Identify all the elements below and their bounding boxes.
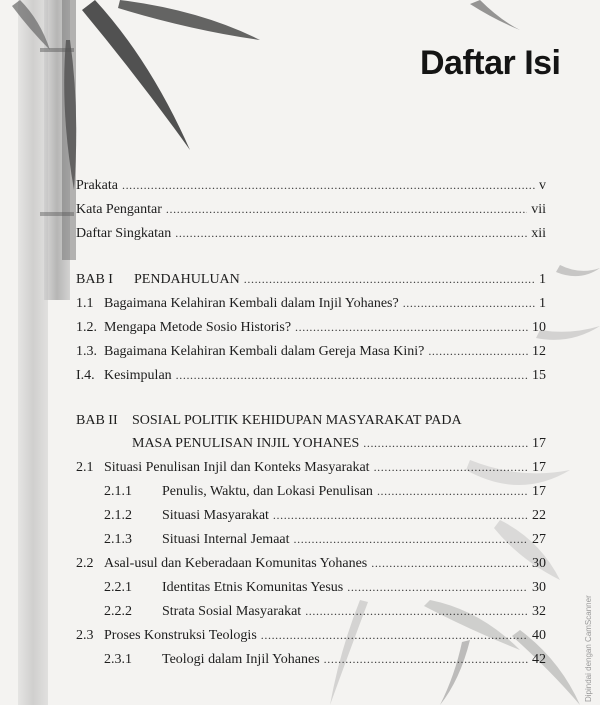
toc-chapter-bab-2-line2 (132, 434, 546, 453)
subsection-title: Situasi Masyarakat (162, 508, 269, 523)
section-title: Situasi Penulisan Injil dan Konteks Masyarakat (104, 460, 370, 475)
section-title: Bagaimana Kelahiran Kembali dalam Gereja Masa Kini? (104, 344, 425, 359)
chapter-number: BAB I (76, 272, 113, 287)
toc-page: 30 (532, 556, 546, 571)
section-title: Kesimpulan (104, 368, 172, 383)
toc-page: 10 (532, 320, 546, 335)
toc-page: 1 (539, 272, 546, 287)
toc-page: 12 (532, 344, 546, 359)
subsection-number: 2.3.1 (104, 652, 132, 667)
chapter-title-continued: MASA PENULISAN INJIL YOHANES (132, 436, 360, 451)
section-title: Mengapa Metode Sosio Historis? (104, 320, 292, 335)
section-title: Proses Konstruksi Teologis (104, 628, 257, 643)
chapter-title: SOSIAL POLITIK KEHIDUPAN MASYARAKAT PADA (132, 413, 462, 428)
section-number: 2.2 (76, 556, 94, 571)
toc-page: 42 (532, 652, 546, 667)
toc-section-2-2 (76, 554, 546, 573)
toc-subsection-2-1-2 (104, 506, 546, 525)
subsection-title: Identitas Etnis Komunitas Yesus (162, 580, 344, 595)
toc-entry-kata-pengantar (76, 200, 546, 219)
toc-section-2-1 (76, 458, 546, 477)
toc-subsection-2-2-2 (104, 602, 546, 621)
toc-page: 15 (532, 368, 546, 383)
toc-page: 22 (532, 508, 546, 523)
toc-chapter-bab-1 (76, 270, 546, 289)
toc-section-2-3 (76, 626, 546, 645)
toc-label: Kata Pengantar (76, 202, 162, 217)
chapter-number: BAB II (76, 413, 118, 428)
subsection-number: 2.1.3 (104, 532, 132, 547)
subsection-number: 2.1.2 (104, 508, 132, 523)
toc-page: v (539, 178, 546, 193)
section-title: Asal-usul dan Keberadaan Komunitas Yohanes (104, 556, 368, 571)
toc-page: 17 (532, 460, 546, 475)
toc-chapter-bab-2-line1 (76, 412, 462, 430)
toc-subsection-2-1-1 (104, 482, 546, 501)
toc-page: 17 (532, 436, 546, 451)
toc-page: 40 (532, 628, 546, 643)
section-number: 2.1 (76, 460, 94, 475)
subsection-number: 2.2.1 (104, 580, 132, 595)
toc-label: Daftar Singkatan (76, 226, 172, 241)
subsection-title: Teologi dalam Injil Yohanes (162, 652, 320, 667)
scanner-watermark: Dipindai dengan CamScanner (584, 595, 593, 702)
toc-page: 30 (532, 580, 546, 595)
toc-page: 32 (532, 604, 546, 619)
section-number: I.4. (76, 368, 95, 383)
toc-page: 17 (532, 484, 546, 499)
toc-entry-prakata (76, 176, 546, 195)
toc-page: 1 (539, 296, 546, 311)
subsection-number: 2.1.1 (104, 484, 132, 499)
section-number: 1.1 (76, 296, 94, 311)
section-number: 2.3 (76, 628, 94, 643)
toc-section-1-3 (76, 342, 546, 361)
toc-page: xii (531, 226, 546, 241)
toc-section-1-4 (76, 366, 546, 385)
subsection-title: Situasi Internal Jemaat (162, 532, 290, 547)
chapter-title: PENDAHULUAN (134, 272, 240, 287)
toc-section-1-2 (76, 318, 546, 337)
page-title: Daftar Isi (420, 44, 561, 82)
toc-subsection-2-3-1 (104, 650, 546, 669)
toc-page: 27 (532, 532, 546, 547)
section-number: 1.2. (76, 320, 97, 335)
subsection-number: 2.2.2 (104, 604, 132, 619)
subsection-title: Strata Sosial Masyarakat (162, 604, 302, 619)
subsection-title: Penulis, Waktu, dan Lokasi Penulisan (162, 484, 373, 499)
toc-entry-daftar-singkatan (76, 224, 546, 243)
toc-subsection-2-1-3 (104, 530, 546, 549)
toc-page: vii (531, 202, 546, 217)
toc-label: Prakata (76, 178, 118, 193)
section-number: 1.3. (76, 344, 97, 359)
section-title: Bagaimana Kelahiran Kembali dalam Injil Yohanes? (104, 296, 399, 311)
toc-section-1-1 (76, 294, 546, 313)
toc-subsection-2-2-1 (104, 578, 546, 597)
